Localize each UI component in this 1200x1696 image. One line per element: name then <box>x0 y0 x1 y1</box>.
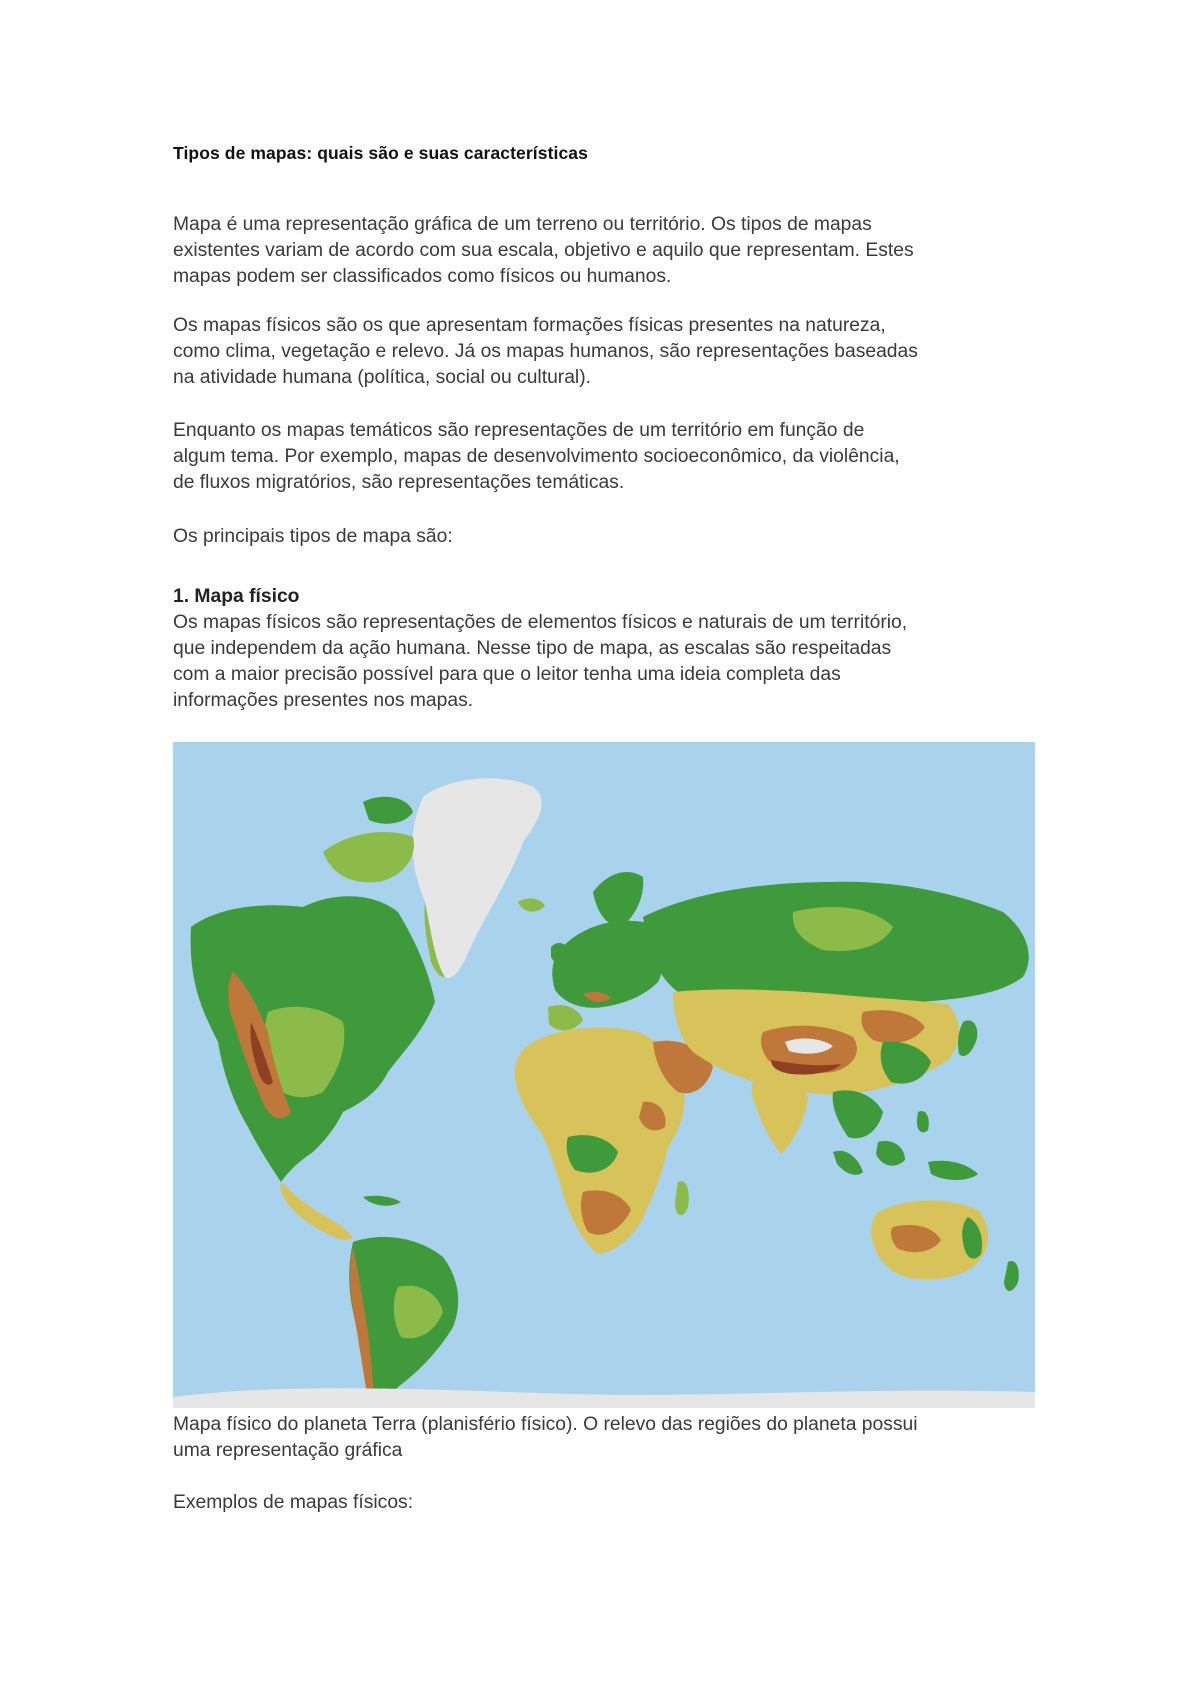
text-line: mapas podem ser classificados como físicos ou humanos. <box>173 266 672 287</box>
text-line: na atividade humana (política, social ou cultural). <box>173 367 591 388</box>
text-line: de fluxos migratórios, são representações temáticas. <box>173 472 625 493</box>
text-line: Mapa é uma representação gráfica de um terreno ou território. Os tipos de mapas <box>173 214 872 235</box>
intro-paragraph <box>173 212 1043 290</box>
world-map-graphic <box>173 742 1035 1408</box>
text-line: que independem da ação humana. Nesse tipo de mapa, as escalas são respeitadas <box>173 638 892 659</box>
text-line: algum tema. Por exemplo, mapas de desenvolvimento socioeconômico, da violência, <box>173 446 900 467</box>
text-line: Mapa físico do planeta Terra (planisfério físico). O relevo das regiões do planeta possui <box>173 1414 918 1435</box>
thematic-paragraph <box>173 418 1043 496</box>
section-heading-physical-map: 1. Mapa físico <box>173 586 300 607</box>
physical-map-paragraph <box>173 610 1043 714</box>
physical-human-paragraph <box>173 313 1043 391</box>
page-title: Tipos de mapas: quais são e suas características <box>173 143 588 163</box>
text-line: Enquanto os mapas temáticos são representações de um território em função de <box>173 420 865 441</box>
main-types-paragraph: Os principais tipos de mapa são: <box>173 526 453 547</box>
world-physical-map <box>173 742 1035 1408</box>
text-line: Os mapas físicos são os que apresentam formações físicas presentes na natureza, <box>173 315 886 336</box>
examples-paragraph: Exemplos de mapas físicos: <box>173 1492 414 1513</box>
map-caption <box>173 1412 1043 1464</box>
text-line: informações presentes nos mapas. <box>173 690 474 711</box>
text-line: uma representação gráfica <box>173 1440 403 1461</box>
text-line: com a maior precisão possível para que o leitor tenha uma ideia completa das <box>173 664 841 685</box>
text-line: Os mapas físicos são representações de elementos físicos e naturais de um território, <box>173 612 908 633</box>
text-line: como clima, vegetação e relevo. Já os mapas humanos, são representações baseadas <box>173 341 918 362</box>
text-line: existentes variam de acordo com sua escala, objetivo e aquilo que representam. Estes <box>173 240 914 261</box>
